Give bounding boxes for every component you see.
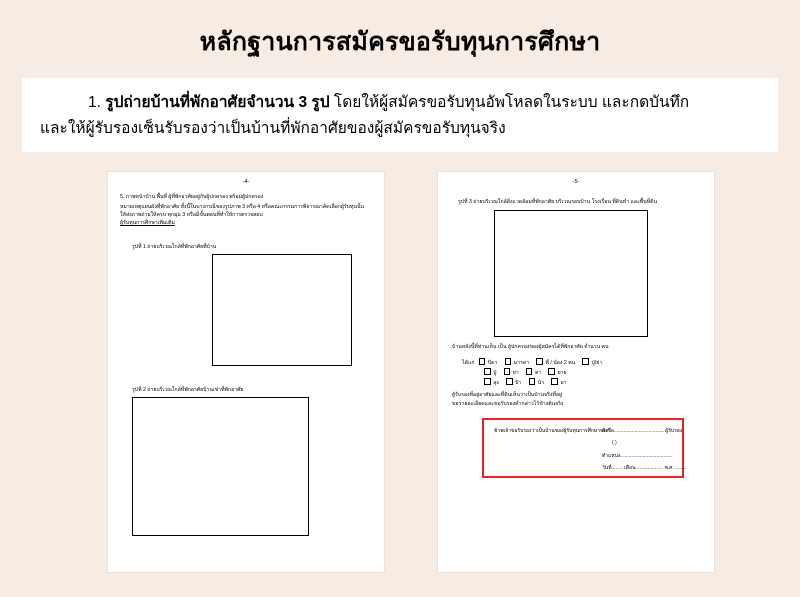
left-heading: 5. ภาพหน้าบ้าน พื้นที่ ผู้ที่พักอาศัยอยู่กับผู้ปกครอง พร้อมผู้ปกครอง (120, 194, 264, 200)
description-line-2: และให้ผู้รับรองเซ็นรับรองว่าเป็นบ้านที่พักอาศัยของผู้สมัครขอรับทุนจริง (40, 119, 506, 137)
document-page-right (438, 172, 714, 572)
certification-statement: ข้าพเจ้าขอรับรองว่าเป็นบ้านของผู้รับทุนการศึกษาจริง (494, 428, 608, 434)
checkbox-father[interactable] (479, 358, 486, 365)
right-footer-line-2: ขอรายละเอียดและขอรับรองคำกล่าวไว้ข้างต้นจริง (452, 401, 564, 407)
signature-date-line: วันที่........ เดือน.................... พ.ศ. ........ (602, 465, 687, 471)
checkbox-grandmother-p-label: ย่า (512, 370, 519, 377)
checkbox-grandfather-p-label: ปู่ (493, 370, 497, 377)
signer-position-line: ตำแหน่ง..................................... (602, 453, 672, 459)
right-page-number: -5- (572, 179, 580, 185)
checkbox-siblings-label: พี่ / น้อง 2 คน (545, 360, 576, 367)
checkbox-uncle[interactable] (484, 378, 491, 385)
checkbox-grandmother-p[interactable] (504, 368, 511, 375)
checkbox-grandfather-p[interactable] (484, 368, 491, 375)
checkbox-row-3 (484, 378, 566, 389)
checkbox-row-1-prefix: ได้แก่ (462, 360, 475, 367)
checkbox-uncle-label: ลุง (493, 380, 499, 387)
checkbox-grandfather-m[interactable] (526, 368, 533, 375)
right-photo-3-label: รูปที่ 3 ถ่ายบริเวณใกล้สิ่งแวดล้อมที่พักอาศัย บริเวณรอบบ้าน โรงเรือน ที่ดินทำ และพื้นที่ดิน (458, 199, 658, 205)
left-photo-2-label: รูปที่ 2 ถ่ายบริเวณใกล้ที่พักอาศัยบ้านเช่าที่พักอาศัย (132, 387, 244, 393)
list-number: 1. (88, 94, 101, 111)
checkbox-grandmother-m[interactable] (548, 368, 555, 375)
right-question: บ้านหลังนี้ที่ท่านเห็น เป็น ผู้ปกครองของผู้สมัครได้ที่พักอาศัย จำนวน คน (452, 344, 609, 350)
note-text-2a: ให้ส่งภาพถ่ายให้ครบ (120, 212, 166, 218)
photo-placeholder-1 (212, 254, 352, 366)
signer-name-line: ( ) (612, 440, 617, 446)
checkbox-aunt-m[interactable] (529, 378, 536, 385)
note-text-1: หมายเหตุแผนผังที่พักอาศัย ทั้งนี้ในบางกรณีของรูปภาพ 3 หรือ 4 หรือ (120, 204, 271, 210)
checkbox-mother-label: มารดา (513, 360, 530, 367)
checkbox-mother[interactable] (505, 358, 512, 365)
right-footer-line-1: ผู้รับรองที่อยู่อาศัยและที่ดินเห็นว่าเป็นบ้านจริงที่อยู่ (452, 392, 562, 398)
checkbox-aunt-m-label: น้า (537, 380, 545, 387)
left-note-line-3: ผู้รับทุนการศึกษาเพิ่มเติม (120, 220, 175, 226)
description-bold-part: รูปถ่ายบ้านที่พักอาศัยจำนวน 3 รูป (105, 94, 330, 111)
checkbox-grandparents-label: ปู่/ย่า (591, 360, 603, 367)
checkbox-grandfather-m-label: ตา (534, 370, 542, 377)
checkbox-grandmother-m-label: ยาย (557, 370, 567, 377)
checkbox-siblings[interactable] (536, 358, 543, 365)
photo-placeholder-3 (494, 210, 648, 337)
left-note-line-1 (120, 204, 372, 212)
document-page-left (108, 172, 384, 572)
checkbox-uncle-m[interactable] (551, 378, 558, 385)
description-rest-part: โดยให้ผู้สมัครขอรับทุนอัพโหลดในระบบ และกดบันทึก (329, 94, 690, 111)
left-note-line-2 (120, 212, 372, 220)
checkbox-aunt-label: ป้า (515, 380, 522, 387)
certification-red-block (482, 418, 687, 478)
note-text-2b: ทุกมุม 3 หรือมีขั้นตอนที่ทำให้การตรวจสอบ (166, 212, 263, 218)
photo-placeholder-2 (132, 397, 309, 536)
page-title: หลักฐานการสมัครขอรับทุนการศึกษา (199, 28, 601, 56)
checkbox-father-label: บิดา (487, 360, 498, 367)
left-page-number: -4- (242, 179, 250, 185)
checkbox-grandparents[interactable] (582, 358, 589, 365)
description-panel (22, 78, 778, 152)
checkbox-aunt[interactable] (506, 378, 513, 385)
description-text (40, 90, 764, 141)
note-link: คณะกรรมการพิจารณาคัดเลือกผู้รับทุนนั้น (270, 204, 365, 210)
signature-line: ลงชื่อ.................................... ผู้รับรอง (602, 428, 683, 434)
checkbox-uncle-m-label: อา (560, 380, 567, 387)
left-photo-1-label: รูปที่ 1 ถ่ายบริเวณใกล้ที่พักอาศัยที่บ้าน (132, 244, 217, 250)
